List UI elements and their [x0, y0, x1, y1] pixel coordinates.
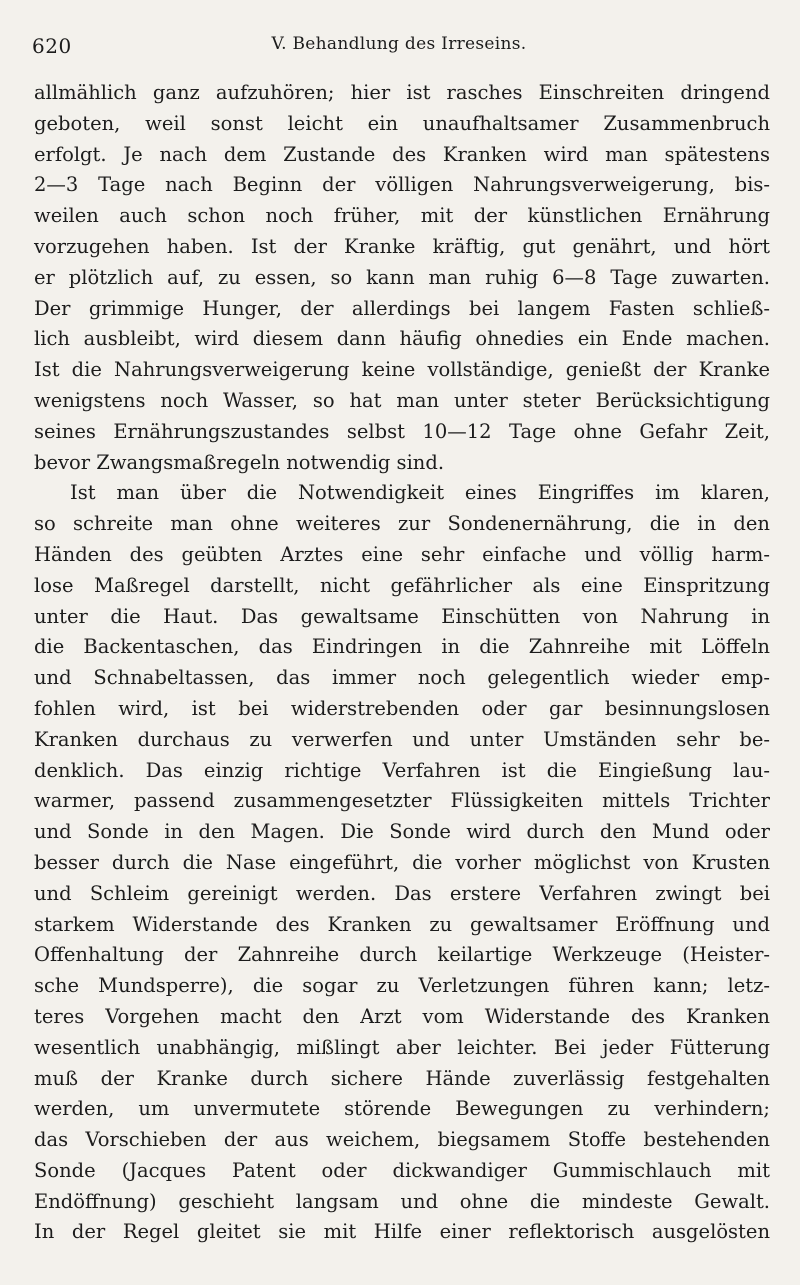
text-line: wesentlich unabhängig, mißlingt aber leichter. Bei jeder Fütterung: [34, 1035, 770, 1059]
text-line: die Backentaschen, das Eindringen in die Zahnreihe mit Löffeln: [34, 635, 770, 659]
text-line: und Sonde in den Magen. Die Sonde wird durch den Mund oder: [34, 820, 770, 844]
text-line: Ist die Nahrungsverweigerung keine vollständige, genießt der Kranke: [34, 358, 770, 382]
text-line: In der Regel gleitet sie mit Hilfe einer reflektorisch ausgelösten: [34, 1220, 770, 1244]
text-line: vorzugehen haben. Ist der Kranke kräftig, gut genährt, und hört: [34, 234, 770, 258]
text-line: allmählich ganz aufzuhören; hier ist rasches Einschreiten dringend: [34, 81, 770, 104]
text-line: muß der Kranke durch sichere Hände zuverlässig festgehalten: [34, 1066, 770, 1090]
text-line: Offenhaltung der Zahnreihe durch keilartige Werkzeuge (Heister-: [34, 943, 770, 967]
text-line: so schreite man ohne weiteres zur Sondenernährung, die in den: [34, 512, 770, 536]
text-line: lich ausbleibt, wird diesem dann häufig ohnedies ein Ende machen.: [34, 327, 770, 351]
text-line: das Vorschieben der aus weichem, biegsamem Stoffe bestehenden: [34, 1128, 770, 1152]
text-line: teres Vorgehen macht den Arzt vom Widerstande des Kranken: [34, 1004, 770, 1028]
text-line: Sonde (Jacques Patent oder dickwandiger Gummischlauch mit: [34, 1158, 770, 1182]
text-line: denklich. Das einzig richtige Verfahren ist die Eingießung lau-: [34, 758, 770, 782]
text-line: Händen des geübten Arztes eine sehr einfache und völlig harm-: [34, 542, 770, 566]
text-line: bevor Zwangsmaßregeln notwendig sind.: [34, 450, 445, 474]
text-line: seines Ernährungszustandes selbst 10—12 Tage ohne Gefahr Zeit,: [34, 419, 770, 443]
running-head: V. Behandlung des Irreseins.: [271, 34, 527, 54]
text-line: werden, um unvermutete störende Bewegungen zu verhindern;: [34, 1097, 770, 1121]
text-line: Kranken durchaus zu verwerfen und unter Umständen sehr be-: [34, 727, 770, 751]
body-text: [34, 78, 770, 1248]
text-line: wenigstens noch Wasser, so hat man unter steter Berücksichtigung: [34, 388, 770, 412]
text-line: und Schnabeltassen, das immer noch gelegentlich wieder emp-: [34, 666, 770, 690]
text-line: fohlen wird, ist bei widerstrebenden oder gar besinnungslosen: [34, 696, 770, 720]
text-line: warmer, passend zusammengesetzter Flüssigkeiten mittels Trichter: [34, 789, 770, 813]
text-line: und Schleim gereinigt werden. Das erstere Verfahren zwingt bei: [34, 881, 770, 905]
page-header: [28, 30, 770, 60]
text-line: unter die Haut. Das gewaltsame Einschütten von Nahrung in: [34, 604, 770, 628]
text-line: Endöffnung) geschieht langsam und ohne die mindeste Gewalt.: [34, 1189, 770, 1213]
text-line: 2—3 Tage nach Beginn der völligen Nahrungsverweigerung, bis-: [34, 173, 770, 197]
text-line: besser durch die Nase eingeführt, die vorher möglichst von Krusten: [34, 850, 770, 874]
page-number: 620: [32, 34, 72, 58]
text-line: lose Maßregel darstellt, nicht gefährlicher als eine Einspritzung: [34, 573, 770, 597]
text-line: geboten, weil sonst leicht ein unaufhaltsamer Zusammenbruch: [34, 111, 770, 135]
text-line: weilen auch schon noch früher, mit der künstlichen Ernährung: [34, 204, 770, 228]
text-line: starkem Widerstande des Kranken zu gewaltsamer Eröffnung und: [34, 912, 770, 936]
text-line: sche Mundsperre), die sogar zu Verletzungen führen kann; letz-: [34, 974, 770, 998]
text-line: Der grimmige Hunger, der allerdings bei langem Fasten schließ-: [34, 296, 770, 320]
text-line: er plötzlich auf, zu essen, so kann man ruhig 6—8 Tage zuwarten.: [34, 265, 770, 289]
text-line: erfolgt. Je nach dem Zustande des Kranken wird man spätestens: [34, 142, 770, 166]
text-line: Ist man über die Notwendigkeit eines Eingriffes im klaren,: [70, 481, 770, 505]
